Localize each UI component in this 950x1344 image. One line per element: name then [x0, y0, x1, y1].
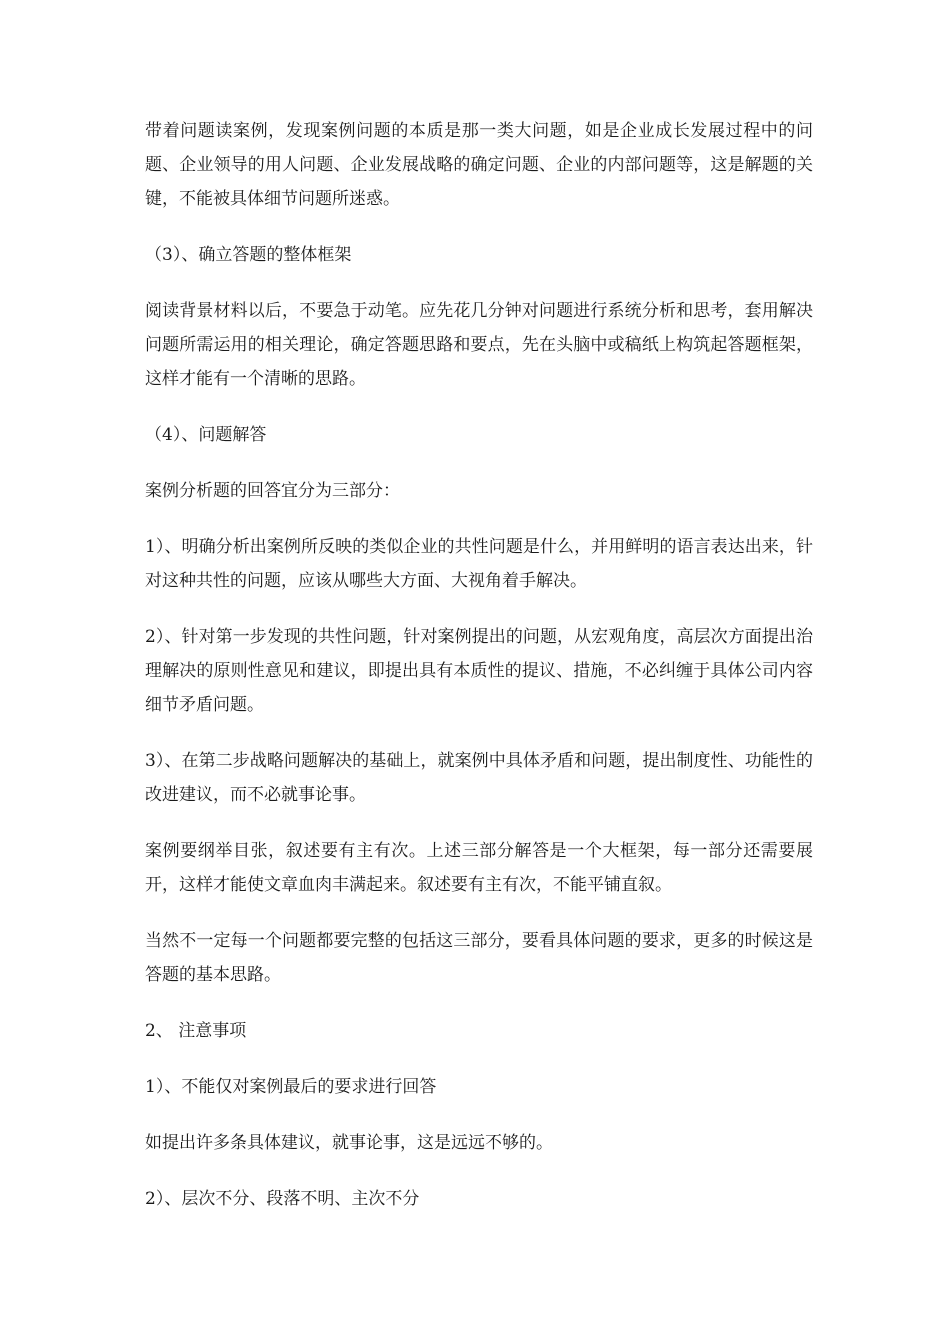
heading-establish-framework: （3）、确立答题的整体框架 — [145, 245, 352, 265]
paragraph-reading-with-questions: 带着问题读案例，发现案例问题的本质是那一类大问题，如是企业成长发展过程中的问题、企业领导的用人问题、企业发展战略的确定问题、企业的内部问题等，这是解题的关键，不能被具体细节问题所迷惑。 — [145, 121, 813, 209]
document-body — [145, 114, 813, 1238]
heading-note-one: 1）、不能仅对案例最后的要求进行回答 — [145, 1077, 437, 1097]
heading-answer-questions: （4）、问题解答 — [145, 425, 267, 445]
heading-notes: 2、 注意事项 — [145, 1021, 247, 1041]
paragraph-part-three: 3）、在第二步战略问题解决的基础上，就案例中具体矛盾和问题，提出制度性、功能性的改进建议，而不必就事论事。 — [145, 751, 813, 805]
paragraph-note-one-detail: 如提出许多条具体建议，就事论事，这是远远不够的。 — [145, 1133, 553, 1153]
paragraph-main-and-secondary: 案例要纲举目张，叙述要有主有次。上述三部分解答是一个大框架，每一部分还需要展开，这样才能使文章血肉丰满起来。叙述要有主有次，不能平铺直叙。 — [145, 841, 813, 895]
paragraph-three-parts-intro: 案例分析题的回答宜分为三部分： — [145, 481, 400, 501]
paragraph-framework-detail: 阅读背景材料以后，不要急于动笔。应先花几分钟对问题进行系统分析和思考，套用解决问题所需运用的相关理论，确定答题思路和要点，先在头脑中或稿纸上构筑起答题框架，这样才能有一个清晰的思路。 — [145, 301, 813, 389]
paragraph-part-two: 2）、针对第一步发现的共性问题，针对案例提出的问题，从宏观角度，高层次方面提出治理解决的原则性意见和建议，即提出具有本质性的提议、措施，不必纠缠于具体公司内容细节矛盾问题。 — [145, 627, 813, 715]
paragraph-part-one: 1）、明确分析出案例所反映的类似企业的共性问题是什么，并用鲜明的语言表达出来，针对这种共性的问题，应该从哪些大方面、大视角着手解决。 — [145, 537, 813, 591]
paragraph-basic-approach: 当然不一定每一个问题都要完整的包括这三部分，要看具体问题的要求，更多的时候这是答题的基本思路。 — [145, 931, 813, 985]
heading-note-two: 2）、层次不分、段落不明、主次不分 — [145, 1189, 420, 1209]
